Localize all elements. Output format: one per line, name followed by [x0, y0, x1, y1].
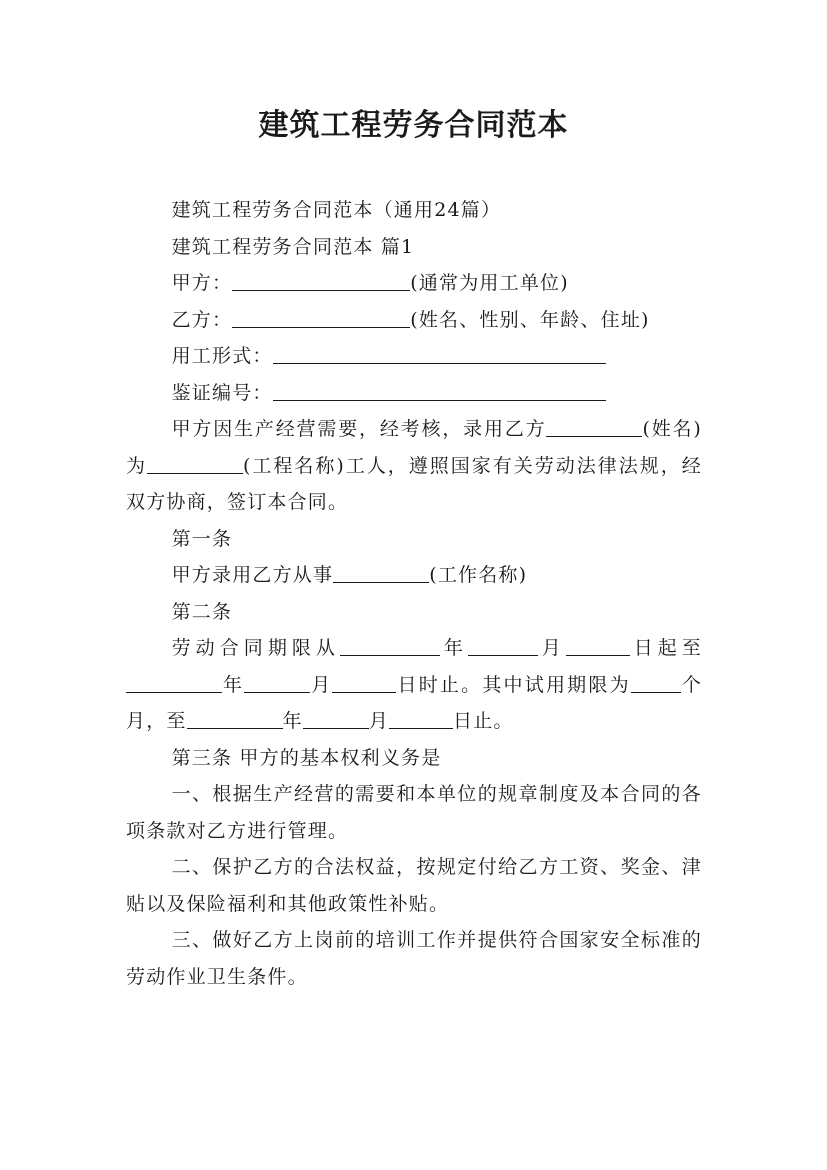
document-subtitle: 建筑工程劳务合同范本（通用24篇）	[171, 199, 502, 221]
employment-form-line	[126, 338, 702, 375]
worker-name-blank	[546, 417, 642, 437]
end-month-blank	[244, 673, 310, 693]
article3-item-2: 二、保护乙方的合法权益，按规定付给乙方工资、奖金、津贴以及保险福利和其他政策性补贴。	[126, 856, 702, 915]
intro-text-2: (姓名)为	[126, 418, 702, 477]
end-year-blank	[126, 673, 222, 693]
start-month-label: 月	[537, 637, 566, 659]
article1-text-1: 甲方录用乙方从事	[171, 564, 334, 586]
probation-month-label: 月	[368, 710, 390, 732]
verification-no-blank	[273, 381, 606, 401]
party-a-note: (通常为用工单位)	[410, 272, 569, 294]
start-day-label: 日起至	[629, 637, 703, 659]
verification-no-label: 鉴证编号：	[171, 381, 273, 404]
article1-line	[126, 557, 702, 594]
start-year-label: 年	[440, 637, 468, 659]
party-a-line	[126, 265, 702, 302]
probation-day-blank	[389, 709, 453, 729]
start-day-blank	[566, 636, 630, 656]
party-a-label: 甲方：	[171, 272, 233, 294]
party-b-blank	[232, 308, 410, 328]
project-name-blank	[147, 454, 243, 474]
end-year-label: 年	[222, 673, 245, 696]
start-year-blank	[340, 636, 440, 656]
party-b-line	[126, 302, 702, 339]
verification-no-line	[126, 375, 702, 412]
job-title-blank	[333, 563, 429, 583]
probation-year-label: 年	[282, 710, 303, 732]
probation-months-blank	[631, 673, 681, 693]
end-day-blank	[332, 673, 396, 693]
article2-paragraph	[126, 630, 702, 740]
document-title: 建筑工程劳务合同范本	[258, 108, 569, 143]
probation-year-blank	[187, 709, 283, 729]
probation-day-label: 日止。	[453, 710, 514, 732]
probation-month-blank	[303, 709, 369, 729]
party-b-label: 乙方：	[171, 308, 233, 331]
article2-heading: 第二条	[171, 600, 233, 623]
document-body	[126, 192, 702, 995]
article1-heading: 第一条	[171, 527, 233, 550]
end-month-label: 月	[310, 673, 333, 696]
article1-text-2: (工作名称)	[429, 564, 528, 586]
term-from-label: 劳动合同期限从	[171, 637, 340, 659]
section-heading: 建筑工程劳务合同范本 篇1	[171, 235, 415, 258]
employment-form-blank	[273, 344, 606, 364]
article3-item-1: 一、根据生产经营的需要和本单位的规章制度及本合同的各项条款对乙方进行管理。	[126, 783, 702, 842]
intro-text-3: (工程名称)工人，遵照国家有关劳动法律法规，经双方协商，签订本合同。	[126, 454, 702, 513]
employment-form-label: 用工形式：	[171, 345, 273, 367]
party-b-note: (姓名、性别、年龄、住址)	[410, 308, 650, 331]
start-month-blank	[468, 636, 538, 656]
party-a-blank	[232, 271, 410, 291]
article3-heading: 第三条 甲方的基本权利义务是	[171, 746, 442, 769]
probation-months-label: 个月，至	[126, 673, 703, 732]
article3-item-3: 三、做好乙方上岗前的培训工作并提供符合国家安全标准的劳动作业卫生条件。	[126, 929, 702, 988]
intro-text-1: 甲方因生产经营需要，经考核，录用乙方	[171, 418, 547, 440]
end-day-label: 日时止。其中试用期限为	[396, 673, 631, 696]
intro-paragraph	[126, 411, 702, 521]
